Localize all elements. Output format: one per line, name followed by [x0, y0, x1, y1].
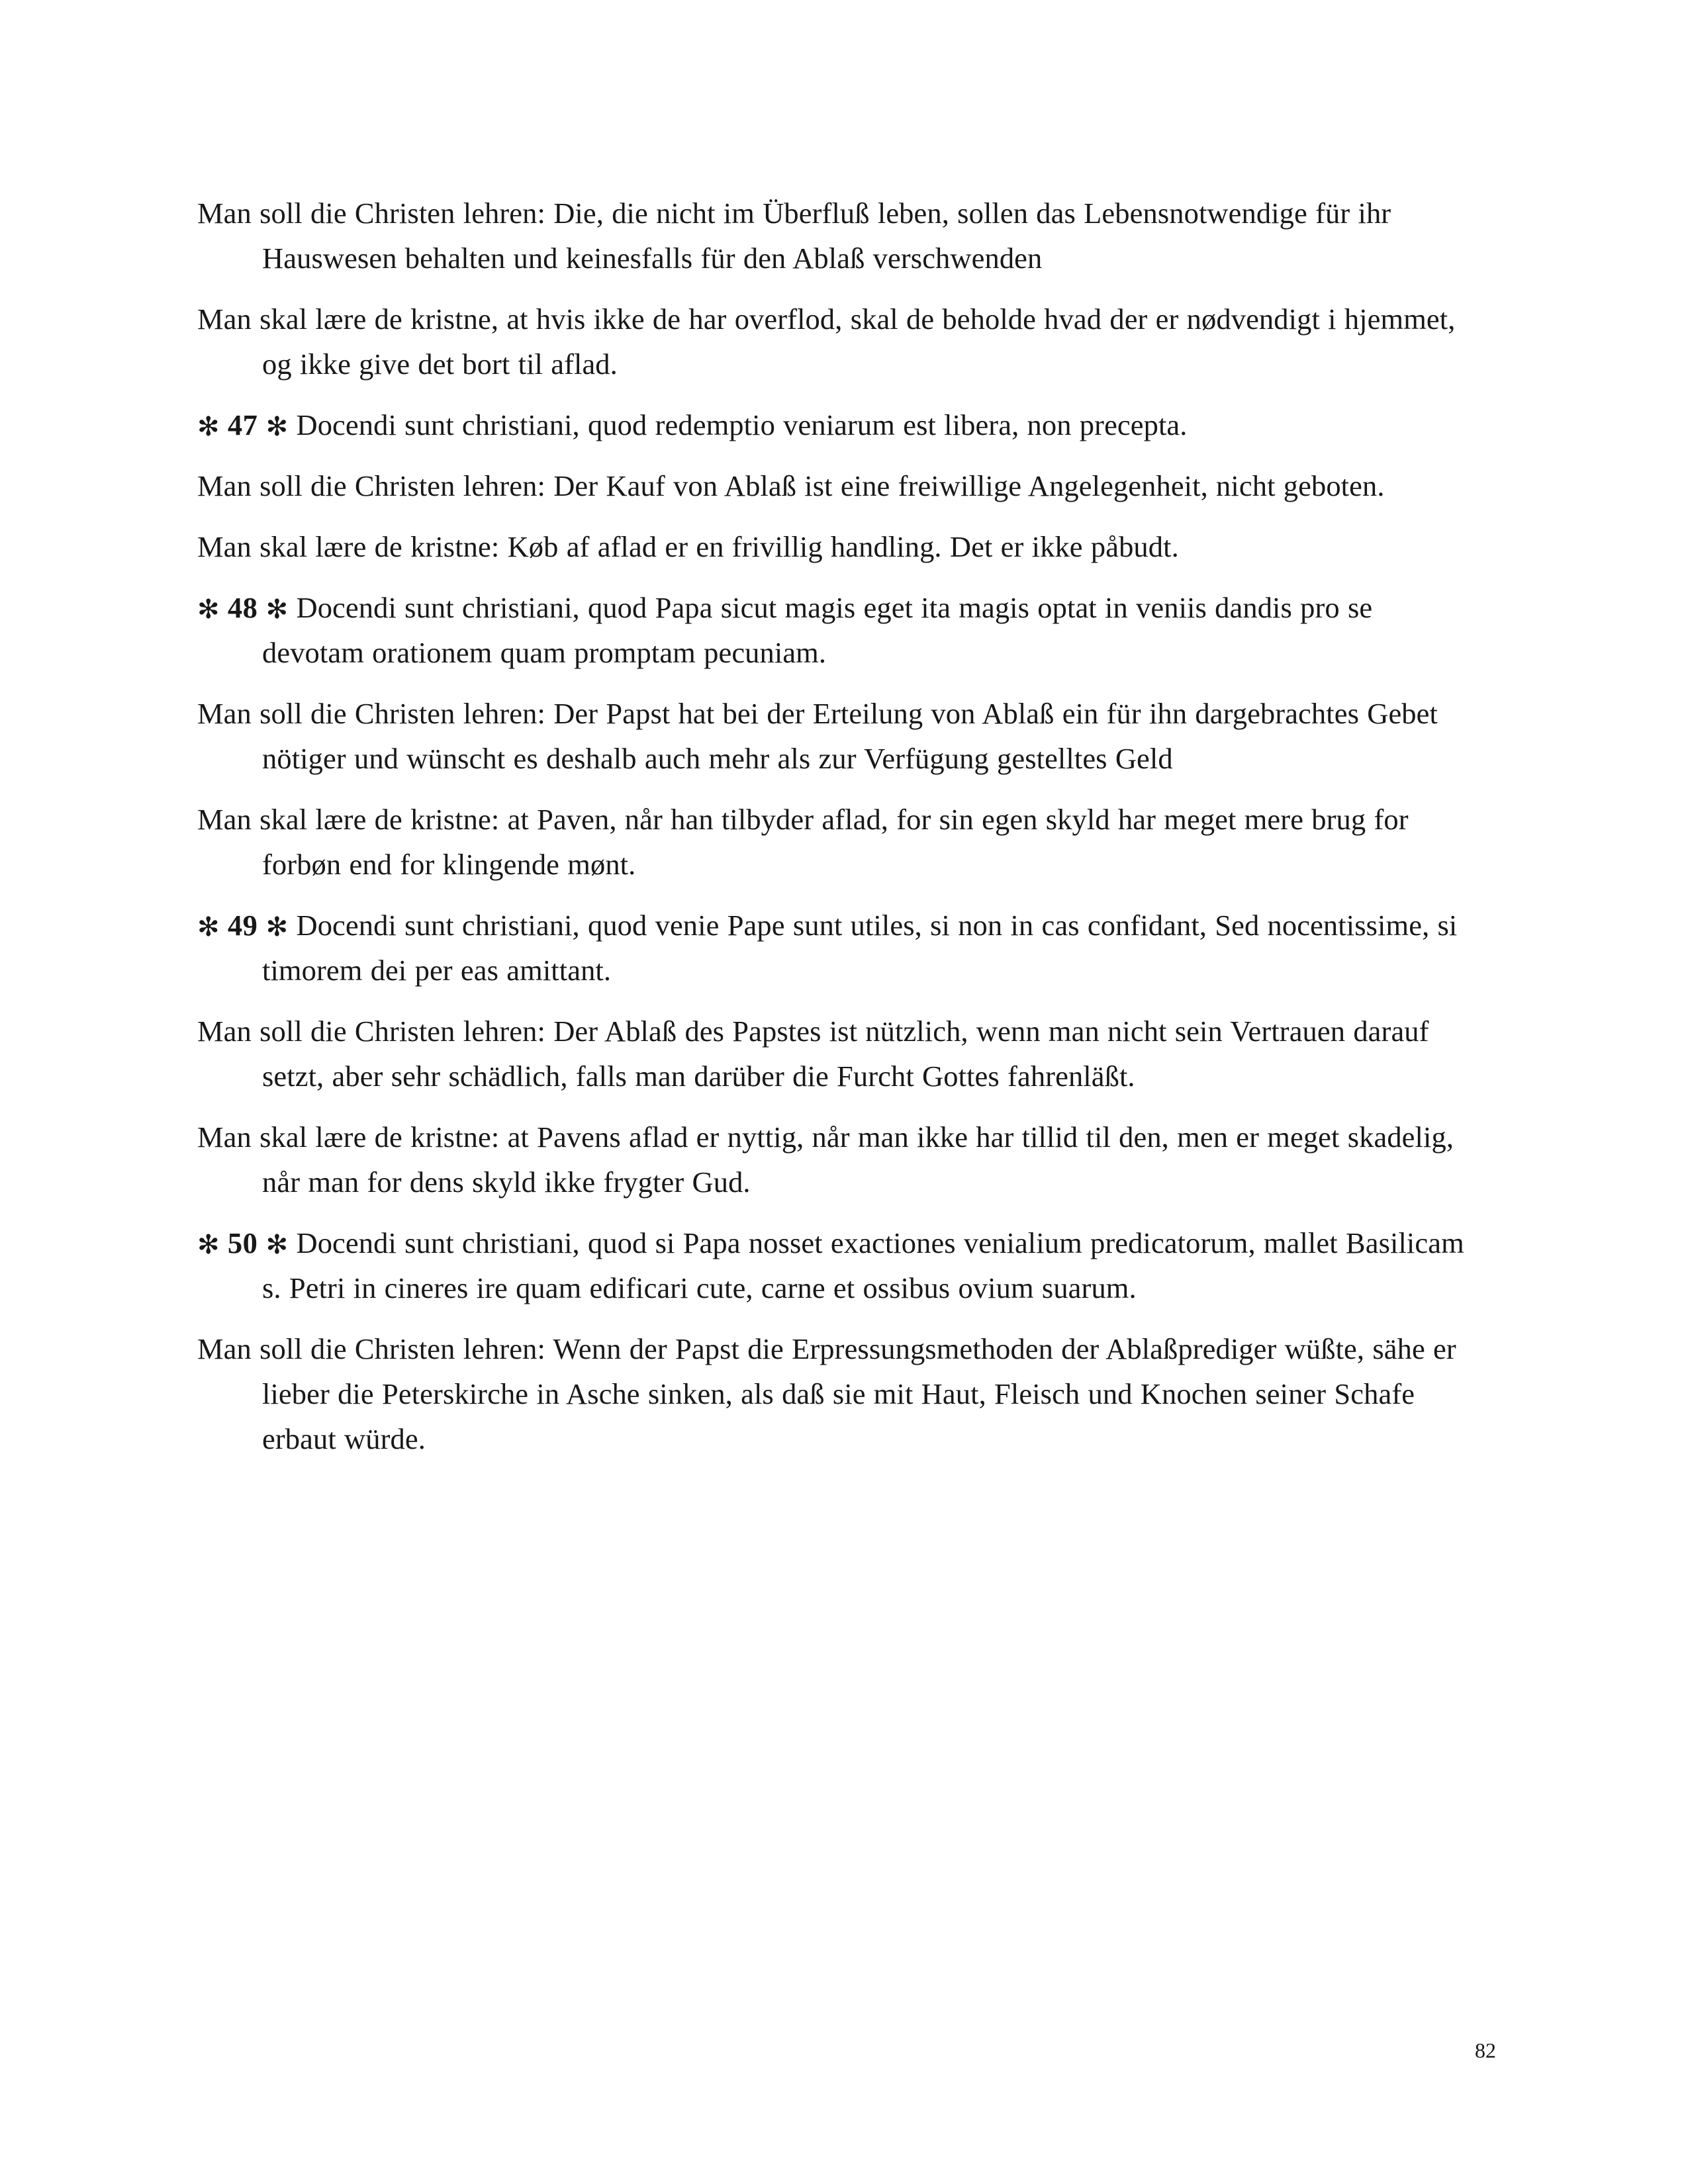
paragraph-german-49-translation: Man soll die Christen lehren: Der Ablaß des Papstes ist nützlich, wenn man nicht sein Vertrauen darauf setzt, aber sehr schädlich, falls man darüber die Furcht Gottes fahrenläßt. — [197, 1015, 1429, 1093]
floral-asterisk-icon: ✻ — [197, 412, 220, 442]
floral-asterisk-icon: ✻ — [265, 912, 289, 942]
floral-asterisk-icon: ✻ — [265, 594, 289, 625]
paragraph-danish-46-translation: Man skal lære de kristne, at hvis ikke de har overflod, skal de beholde hvad der er nødvendigt i hjemmet, og ikke give det bort til aflad. — [197, 302, 1456, 381]
thesis-49-number: 49 — [227, 909, 258, 942]
thesis-49-marker — [197, 909, 288, 942]
thesis-47-latin-text: Docendi sunt christiani, quod redemptio veniarum est libera, non precepta. — [296, 408, 1188, 441]
floral-asterisk-icon: ✻ — [265, 412, 289, 442]
page-number: 82 — [1475, 2038, 1496, 2062]
floral-asterisk-icon: ✻ — [197, 1230, 220, 1260]
paragraph-danish-49-translation: Man skal lære de kristne: at Pavens aflad er nyttig, når man ikke har tillid til den, men er meget skadelig, når man for dens skyld ikke frygter Gud. — [197, 1120, 1454, 1199]
thesis-48-marker — [197, 591, 288, 624]
thesis-50-latin-text: Docendi sunt christiani, quod si Papa nosset exactiones venialium predicatorum, mallet Basilicam s. Petri in cineres ire quam edificari cute, carne et ossibus ovium suarum. — [262, 1226, 1464, 1304]
thesis-47 — [197, 402, 1465, 447]
thesis-47-number: 47 — [227, 408, 258, 441]
paragraph-danish-47-translation: Man skal lære de kristne: Køb af aflad er en frivillig handling. Det er ikke påbudt. — [197, 530, 1179, 563]
paragraph-german-50-translation: Man soll die Christen lehren: Wenn der Papst die Erpressungsmethoden der Ablaßprediger wüßte, sähe er lieber die Peterskirche in Asche sinken, als daß sie mit Haut, Fleisch und Knochen seiner Schafe erbaut würde. — [197, 1332, 1456, 1455]
thesis-48-latin-text: Docendi sunt christiani, quod Papa sicut magis eget ita magis optat in veniis dandis pro se devotam orationem quam promptam pecuniam. — [262, 591, 1373, 669]
thesis-49-latin-text: Docendi sunt christiani, quod venie Pape sunt utiles, si non in cas confidant, Sed nocentissime, si timorem dei per eas amittant. — [262, 909, 1458, 987]
floral-asterisk-icon: ✻ — [197, 594, 220, 625]
floral-asterisk-icon: ✻ — [265, 1230, 289, 1260]
paragraph-german-47-translation: Man soll die Christen lehren: Der Kauf von Ablaß ist eine freiwillige Angelegenheit, nicht geboten. — [197, 469, 1385, 502]
body-text-column — [197, 191, 1465, 1461]
paragraph-danish-48-translation: Man skal lære de kristne: at Paven, når han tilbyder aflad, for sin egen skyld har meget mere brug for forbøn end for klingende mønt. — [197, 803, 1409, 881]
thesis-48 — [197, 585, 1465, 675]
paragraph-german-46-translation: Man soll die Christen lehren: Die, die nicht im Überfluß leben, sollen das Lebensnotwendige für ihr Hauswesen behalten und keinesfalls für den Ablaß verschwenden — [197, 197, 1391, 275]
paragraph-german-48-translation: Man soll die Christen lehren: Der Papst hat bei der Erteilung von Ablaß ein für ihn dargebrachtes Gebet nötiger und wünscht es deshalb auch mehr als zur Verfügung gestelltes Geld — [197, 697, 1438, 775]
thesis-49 — [197, 903, 1465, 993]
thesis-50 — [197, 1220, 1465, 1310]
thesis-47-marker — [197, 408, 288, 441]
thesis-50-marker — [197, 1226, 288, 1259]
thesis-50-number: 50 — [227, 1226, 258, 1259]
thesis-48-number: 48 — [227, 591, 258, 624]
floral-asterisk-icon: ✻ — [197, 912, 220, 942]
